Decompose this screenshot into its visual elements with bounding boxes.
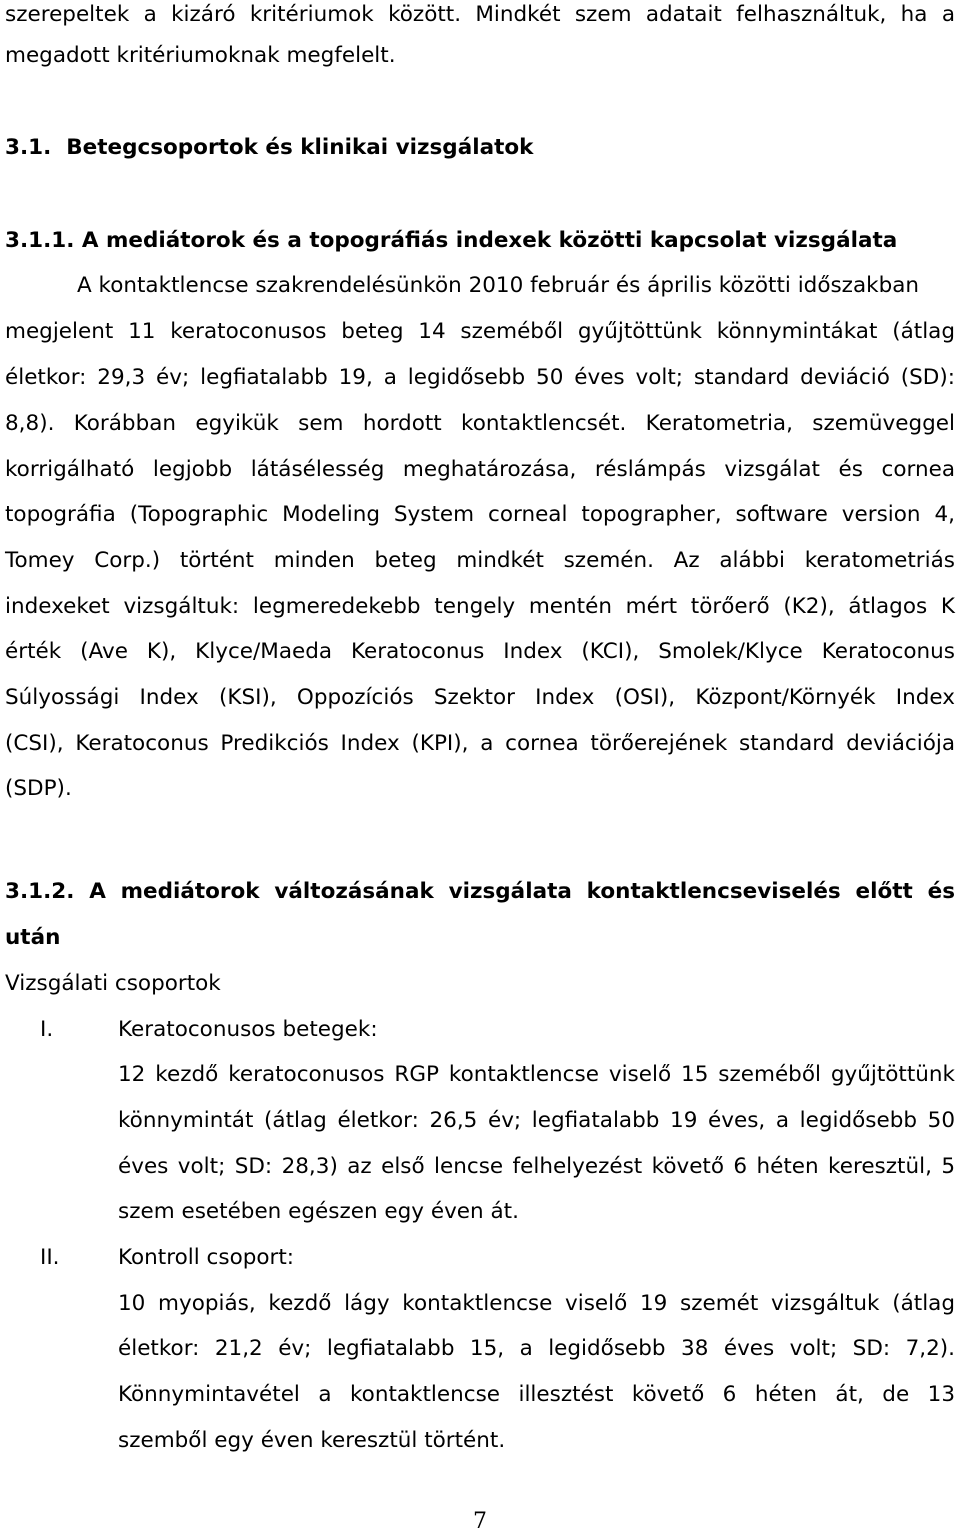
- group-line: életkor: 21,2 év; legfiatalabb 15, a legidősebb 38 éves volt; SD: 7,2).: [118, 1336, 955, 1361]
- paragraph-line: Súlyossági Index (KSI), Oppozíciós Szektor Index (OSI), Központ/Környék Index: [5, 685, 955, 710]
- subsection-title: A mediátorok és a topográfiás indexek közötti kapcsolat vizsgálata: [81, 228, 898, 253]
- group-numeral: II.: [40, 1245, 60, 1270]
- paragraph-line: érték (Ave K), Klyce/Maeda Keratoconus Index (KCI), Smolek/Klyce Keratoconus: [5, 639, 955, 664]
- paragraph-line: korrigálható legjobb látásélesség meghatározása, réslámpás vizsgálat és cornea: [5, 457, 955, 482]
- section-number: 3.1.: [5, 135, 52, 160]
- subheading: Vizsgálati csoportok: [5, 971, 221, 996]
- group-line: szemből egy éven keresztül történt.: [118, 1428, 506, 1453]
- group-label: Keratoconusos betegek:: [118, 1017, 378, 1042]
- paragraph-line: életkor: 29,3 év; legfiatalabb 19, a legidősebb 50 éves volt; standard deviáció (SD):: [5, 365, 955, 390]
- group-line: szem esetében egészen egy éven át.: [118, 1199, 519, 1224]
- group-line: 10 myopiás, kezdő lágy kontaktlencse viselő 19 szemét vizsgáltuk (átlag: [118, 1291, 955, 1316]
- page-number: 7: [473, 1509, 487, 1534]
- paragraph-line: indexeket vizsgáltuk: legmeredekebb tengely mentén mért törőerő (K2), átlagos K: [5, 594, 955, 619]
- subsection-number: 3.1.1.: [5, 228, 75, 253]
- group-line: éves volt; SD: 28,3) az első lencse felhelyezést követő 6 héten keresztül, 5: [118, 1154, 955, 1179]
- paragraph-line: megjelent 11 keratoconusos beteg 14 szeméből gyűjtöttünk könnymintákat (átlag: [5, 319, 955, 344]
- group-numeral: I.: [40, 1017, 54, 1042]
- paragraph-line: A kontaktlencse szakrendelésünkön 2010 február és április közötti időszakban: [77, 273, 920, 298]
- section-title: Betegcsoportok és klinikai vizsgálatok: [66, 135, 534, 160]
- paragraph-line: Tomey Corp.) történt minden beteg mindkét szemén. Az alábbi keratometriás: [5, 548, 955, 573]
- section-heading: [5, 133, 533, 163]
- subsection-heading: 3.1.2. A mediátorok változásának vizsgálata kontaktlencseviselés előtt és: [5, 879, 955, 904]
- group-line: 12 kezdő keratoconusos RGP kontaktlencse viselő 15 szeméből gyűjtöttünk: [118, 1062, 955, 1087]
- group-line: Könnymintavétel a kontaktlencse illesztést követő 6 héten át, de 13: [118, 1382, 955, 1407]
- paragraph-line: (CSI), Keratoconus Predikciós Index (KPI), a cornea törőerejének standard deviációja: [5, 731, 955, 756]
- paragraph-line: 8,8). Korábban egyikük sem hordott kontaktlencsét. Keratometria, szemüveggel: [5, 411, 955, 436]
- paragraph-line: topográfia (Topographic Modeling System corneal topographer, software version 4,: [5, 502, 955, 527]
- group-label: Kontroll csoport:: [118, 1245, 295, 1270]
- intro-line: megadott kritériumoknak megfelelt.: [5, 43, 396, 68]
- paragraph-line: (SDP).: [5, 776, 72, 801]
- subsection-heading-continued: után: [5, 925, 61, 950]
- intro-line: szerepeltek a kizáró kritériumok között. Mindkét szem adatait felhasználtuk, ha a: [5, 2, 955, 27]
- subsection-heading: [5, 226, 897, 256]
- group-line: könnymintát (átlag életkor: 26,5 év; legfiatalabb 19 éves, a legidősebb 50: [118, 1108, 955, 1133]
